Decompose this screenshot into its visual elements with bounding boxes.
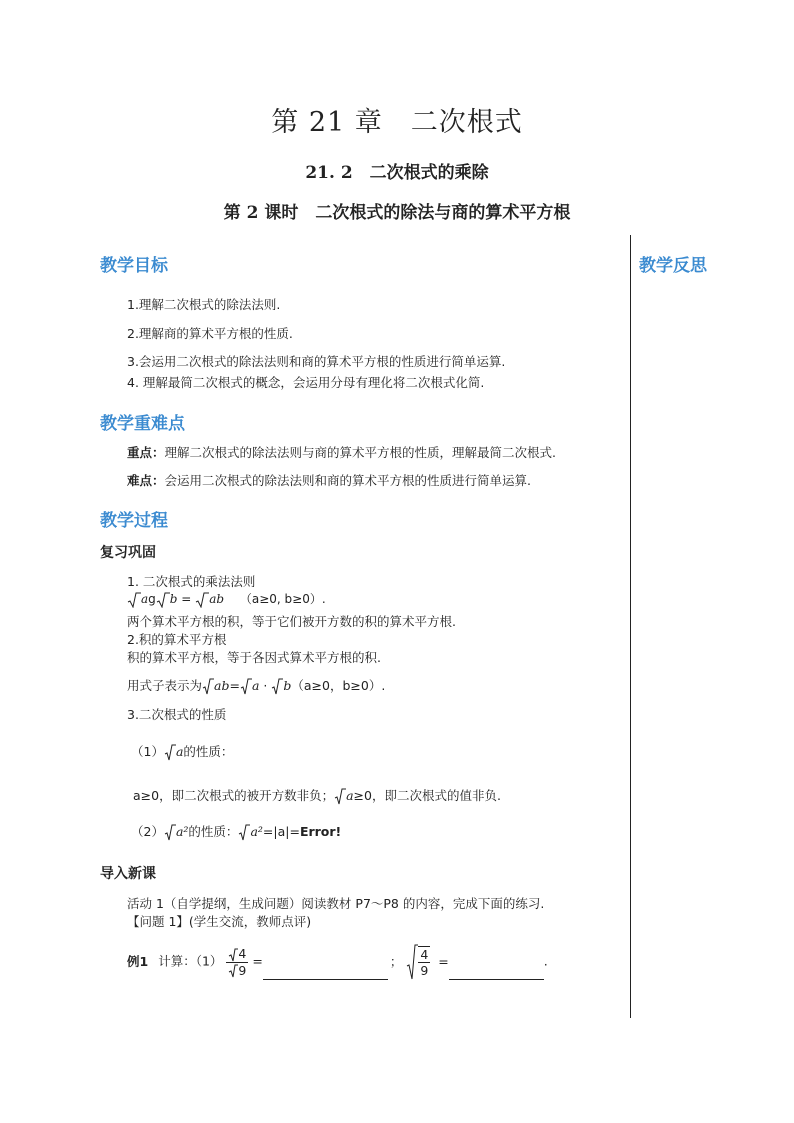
formula-eq: = xyxy=(181,592,192,606)
property-1-line xyxy=(133,786,501,805)
expr-dot: · xyxy=(263,678,268,693)
radical-sign-icon xyxy=(334,788,346,805)
example-prefix: 计算：（1） xyxy=(158,953,223,969)
radical-sign-icon xyxy=(202,678,214,695)
key-points-heading: 教学重难点 xyxy=(100,414,185,434)
eq2: = xyxy=(438,953,449,969)
property-2-line xyxy=(131,822,341,841)
expr-cond: （a≥0，b≥0）. xyxy=(291,678,386,693)
radical-sign-icon xyxy=(127,592,141,608)
radical-sign-icon xyxy=(164,744,176,761)
activity-text: 活动 1（自学提纲，生成问题）阅读教材 P7～P8 的内容，完成下面的练习. xyxy=(127,896,545,911)
review-item-3-title: 3.二次根式的性质 xyxy=(127,707,227,722)
end-period: . xyxy=(543,953,548,969)
objective-item-4: 4. 理解最简二次根式的概念，会运用分母有理化将二次根式化简. xyxy=(127,375,485,390)
formula-ab: ab xyxy=(209,592,225,606)
question-text: 【问题 1】(学生交流，教师点评) xyxy=(127,914,312,929)
eq1: = xyxy=(252,953,263,969)
expr-b: b xyxy=(283,678,292,693)
expr-prefix: 用式子表示为 xyxy=(127,678,203,693)
radical-sign-icon xyxy=(238,824,250,841)
prop2-rad2: a² xyxy=(250,824,263,839)
fraction-4-over-9 xyxy=(418,946,430,978)
difficulty-line xyxy=(127,471,531,489)
prop1-line-b: ≥0，即二次根式的值非负. xyxy=(353,788,501,803)
key-text: 理解二次根式的除法法则与商的算术平方根的性质，理解最简二次根式. xyxy=(164,445,556,460)
prop2-error: Error! xyxy=(299,824,342,839)
prop2-mid: 的性质： xyxy=(188,824,239,839)
review-item-2-desc: 积的算术平方根，等于各因式算术平方根的积. xyxy=(127,650,381,665)
prop1-rad: a xyxy=(175,744,184,759)
example-1-line xyxy=(127,944,548,980)
radical-sign-icon xyxy=(271,678,283,695)
column-divider xyxy=(630,235,631,1018)
review-item-2-title: 2.积的算术平方根 xyxy=(127,632,227,647)
radical-sign-icon xyxy=(240,678,252,695)
expr-ab: ab xyxy=(214,678,230,693)
answer-blank-2[interactable] xyxy=(449,965,544,980)
expr-eq: = xyxy=(229,678,240,693)
prop1-line-rad: a xyxy=(346,788,354,803)
difficulty-text: 会运用二次根式的除法法则和商的算术平方根的性质进行简单运算. xyxy=(164,473,531,488)
radical-sign-icon xyxy=(228,964,238,978)
multiplication-formula xyxy=(127,590,326,608)
difficulty-label: 难点： xyxy=(127,473,165,488)
reflection-heading: 教学反思 xyxy=(639,256,707,276)
fraction-sqrt4-over-sqrt9 xyxy=(226,946,248,978)
example-label: 例1 xyxy=(127,953,149,969)
separator: ； xyxy=(389,953,403,969)
radical-sign-icon xyxy=(406,944,418,980)
product-root-expression xyxy=(127,676,385,695)
review-heading: 复习巩固 xyxy=(100,545,156,561)
objectives-heading: 教学目标 xyxy=(100,256,168,276)
formula-b: b xyxy=(169,592,178,606)
formula-condition: （a≥0, b≥0）. xyxy=(239,592,326,606)
key-label: 重点： xyxy=(127,445,165,460)
prop2-suffix: =|a|= xyxy=(262,824,300,839)
process-heading: 教学过程 xyxy=(100,511,168,531)
radical-sign-icon xyxy=(164,824,176,841)
prop1-prefix: （1） xyxy=(131,744,164,759)
review-item-1-title: 1. 二次根式的乘法法则 xyxy=(127,574,256,589)
frac1-num: 4 xyxy=(238,946,247,961)
prop2-prefix: （2） xyxy=(131,824,164,839)
property-1-title xyxy=(131,742,233,761)
frac1-den: 9 xyxy=(238,962,247,978)
radical-sign-icon xyxy=(228,948,238,962)
review-item-1-desc: 两个算术平方根的积，等于它们被开方数的积的算术平方根. xyxy=(127,614,456,629)
objective-item-2: 2.理解商的算术平方根的性质. xyxy=(127,326,293,341)
radical-sign-icon xyxy=(195,592,209,608)
key-point-line xyxy=(127,443,556,461)
lesson-title: 第 2 课时 二次根式的除法与商的算术平方根 xyxy=(223,203,571,223)
prop2-rad: a² xyxy=(175,824,189,839)
intro-heading: 导入新课 xyxy=(100,866,156,882)
expr-a: a xyxy=(251,678,260,693)
prop1-suffix: 的性质： xyxy=(183,744,234,759)
radical-sign-icon xyxy=(156,592,170,608)
prop1-line-a: a≥0，即二次根式的被开方数非负； xyxy=(133,788,335,803)
frac2-den: 9 xyxy=(420,963,429,978)
answer-blank-1[interactable] xyxy=(263,965,388,980)
objective-item-1: 1.理解二次根式的除法法则. xyxy=(127,297,281,312)
formula-g: g xyxy=(148,592,156,606)
objective-item-3: 3.会运用二次根式的除法法则和商的算术平方根的性质进行简单运算. xyxy=(127,354,506,369)
frac2-num: 4 xyxy=(420,947,429,962)
section-title: 21. 2 二次根式的乘除 xyxy=(305,163,489,183)
formula-a: a xyxy=(141,592,149,606)
chapter-title: 第 21 章 二次根式 xyxy=(271,107,523,138)
